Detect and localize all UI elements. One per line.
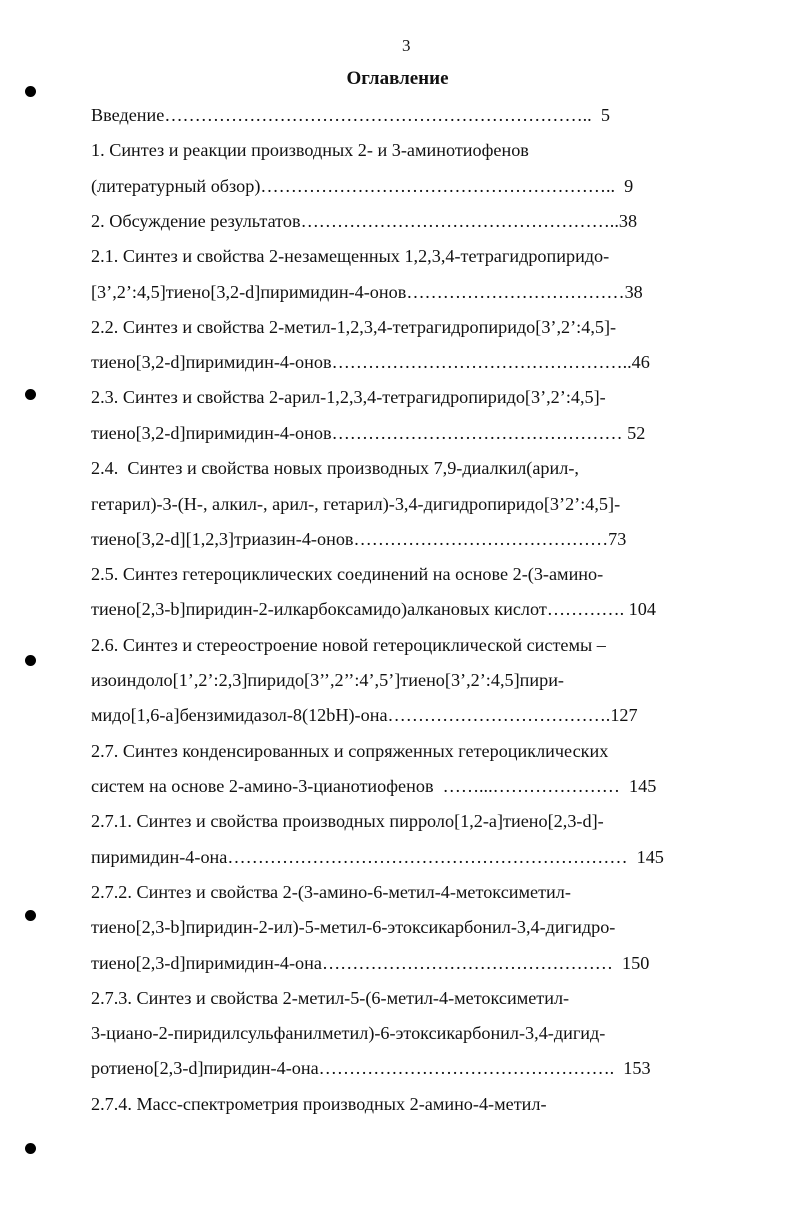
toc-line [91,916,691,938]
toc-line [91,386,691,408]
toc-line [91,1022,691,1044]
toc-entry-text: мидо[1,6-а]бензимидазол-8(12bН)-она [91,705,388,725]
toc-leader-dots: ………………………………. [387,705,611,725]
toc-line [91,598,691,620]
toc-leader-dots: …………………………………… [353,529,609,549]
toc-entry-text: 3-циано-2-пиридилсульфанилметил)-6-этоксикарбонил-3,4-дигид- [91,1023,606,1043]
toc-entry-text: 2. Обсуждение результатов [91,211,301,231]
toc-page-number: 9 [615,176,634,196]
toc-line [91,740,691,762]
toc-leader-dots: …………………………………………. [318,1058,615,1078]
toc-leader-dots: …………………………………………….. [300,211,619,231]
toc-leader-dots: ………………………………………… [331,423,623,443]
toc-page-number: 38 [624,282,643,302]
punch-hole-mark [25,1143,36,1154]
punch-hole-mark [25,389,36,400]
toc-leader-dots: …………. [546,599,625,619]
toc-line [91,846,691,868]
toc-entry-text: гетарил)-3-(Н-, алкил-, арил-, гетарил)-3,4-дигидропиридо[3’2’:4,5]- [91,494,621,514]
toc-line [91,457,691,479]
toc-line [91,987,691,1009]
toc-entry-text: 2.7.4. Масс-спектрометрия производных 2-амино-4-метил- [91,1094,547,1114]
toc-entry-text: систем на основе 2-амино-3-цианотиофенов [91,776,439,796]
toc-entry-text: Введение [91,105,165,125]
toc-line [91,775,691,797]
toc-line [91,704,691,726]
toc-page-number: 5 [591,105,610,125]
page-title: Оглавление [346,68,449,89]
toc-leader-dots: ……...………………… [438,776,620,796]
toc-entry-text: пиримидин-4-она [91,847,228,867]
toc-leader-dots: ………………………………………………………… [227,847,628,867]
toc-page-number: 38 [618,211,638,231]
toc-line [91,1057,691,1079]
toc-page-number: 145 [627,847,664,867]
toc-line [91,634,691,656]
toc-leader-dots: ………………………………………………….. [260,176,616,196]
punch-hole-mark [25,655,36,666]
toc-line [91,952,691,974]
toc-page-number: 150 [612,953,650,973]
toc-page-number: 46 [631,352,650,372]
toc-line [91,810,691,832]
toc-line [91,210,691,232]
toc-entry-text: 2.7.1. Синтез и свойства производных пирроло[1,2-а]тиено[2,3-d]- [91,811,604,831]
toc-entry-text: тиено[2,3-b]пиридин-2-ил)-5-метил-6-этоксикарбонил-3,4-дигидро- [91,917,616,937]
toc-entry-text: 2.3. Синтез и свойства 2-арил-1,2,3,4-тетрагидропиридо[3’,2’:4,5]- [91,387,606,407]
toc-line [91,493,691,515]
toc-line [91,1093,691,1115]
toc-line [91,316,691,338]
toc-entry-text: ротиено[2,3-d]пиридин-4-она [91,1058,319,1078]
toc-line [91,245,691,267]
toc-line [91,175,691,197]
toc-leader-dots: ………………………………………… [321,953,613,973]
toc-entry-text: тиено[3,2-d]пиримидин-4-онов [91,423,332,443]
toc-entry-text: 2.2. Синтез и свойства 2-метил-1,2,3,4-тетрагидропиридо[3’,2’:4,5]- [91,317,617,337]
toc-page-number: 73 [608,529,627,549]
toc-entry-text: изоиндоло[1’,2’:2,3]пиридо[3’’,2’’:4’,5’]тиено[3’,2’:4,5]пири- [91,670,564,690]
toc-entry-text: 2.7. Синтез конденсированных и сопряженных гетероциклических [91,741,609,761]
toc-line [91,104,691,126]
toc-leader-dots: ……………………………… [406,282,625,302]
toc-entry-text: [3’,2’:4,5]тиено[3,2-d]пиримидин-4-онов [91,282,407,302]
page-number: 3 [402,36,411,55]
toc-line [91,139,691,161]
toc-page-number: 145 [619,776,657,796]
toc-entry-text: тиено[2,3-d]пиримидин-4-она [91,953,322,973]
toc-entry-text: 2.1. Синтез и свойства 2-незамещенных 1,2,3,4-тетрагидропиридо- [91,246,610,266]
toc-entry-text: 1. Синтез и реакции производных 2- и 3-аминотиофенов [91,140,529,160]
toc-page-number: 52 [622,423,646,443]
toc-page-number: 104 [624,599,656,619]
punch-hole-mark [25,910,36,921]
toc-page-number: 127 [610,705,638,725]
toc-entry-text: 2.4. Синтез и свойства новых производных 7,9-диалкил(арил-, [91,458,579,478]
toc-entry-text: 2.5. Синтез гетероциклических соединений на основе 2-(3-амино- [91,564,604,584]
toc-entry-text: 2.6. Синтез и стереостроение новой гетероциклической системы – [91,635,606,655]
toc-entry-text: (литературный обзор) [91,176,261,196]
punch-hole-mark [25,86,36,97]
toc-line [91,422,691,444]
toc-line [91,351,691,373]
toc-entry-text: тиено[3,2-d]пиримидин-4-онов [91,352,332,372]
toc-entry-text: тиено[2,3-b]пиридин-2-илкарбоксамидо)алкановых кислот [91,599,547,619]
toc-line [91,281,691,303]
toc-line [91,669,691,691]
toc-leader-dots: ………………………………………….. [331,352,632,372]
toc-line [91,563,691,585]
toc-line [91,881,691,903]
toc-page-number: 153 [614,1058,651,1078]
toc-entry-text: 2.7.2. Синтез и свойства 2-(3-амино-6-метил-4-метоксиметил- [91,882,571,902]
toc-entry-text: тиено[3,2-d][1,2,3]триазин-4-онов [91,529,354,549]
toc-line [91,528,691,550]
toc-entry-text: 2.7.3. Синтез и свойства 2-метил-5-(6-метил-4-метоксиметил- [91,988,570,1008]
toc-leader-dots: …………………………………………………………….. [164,105,592,125]
